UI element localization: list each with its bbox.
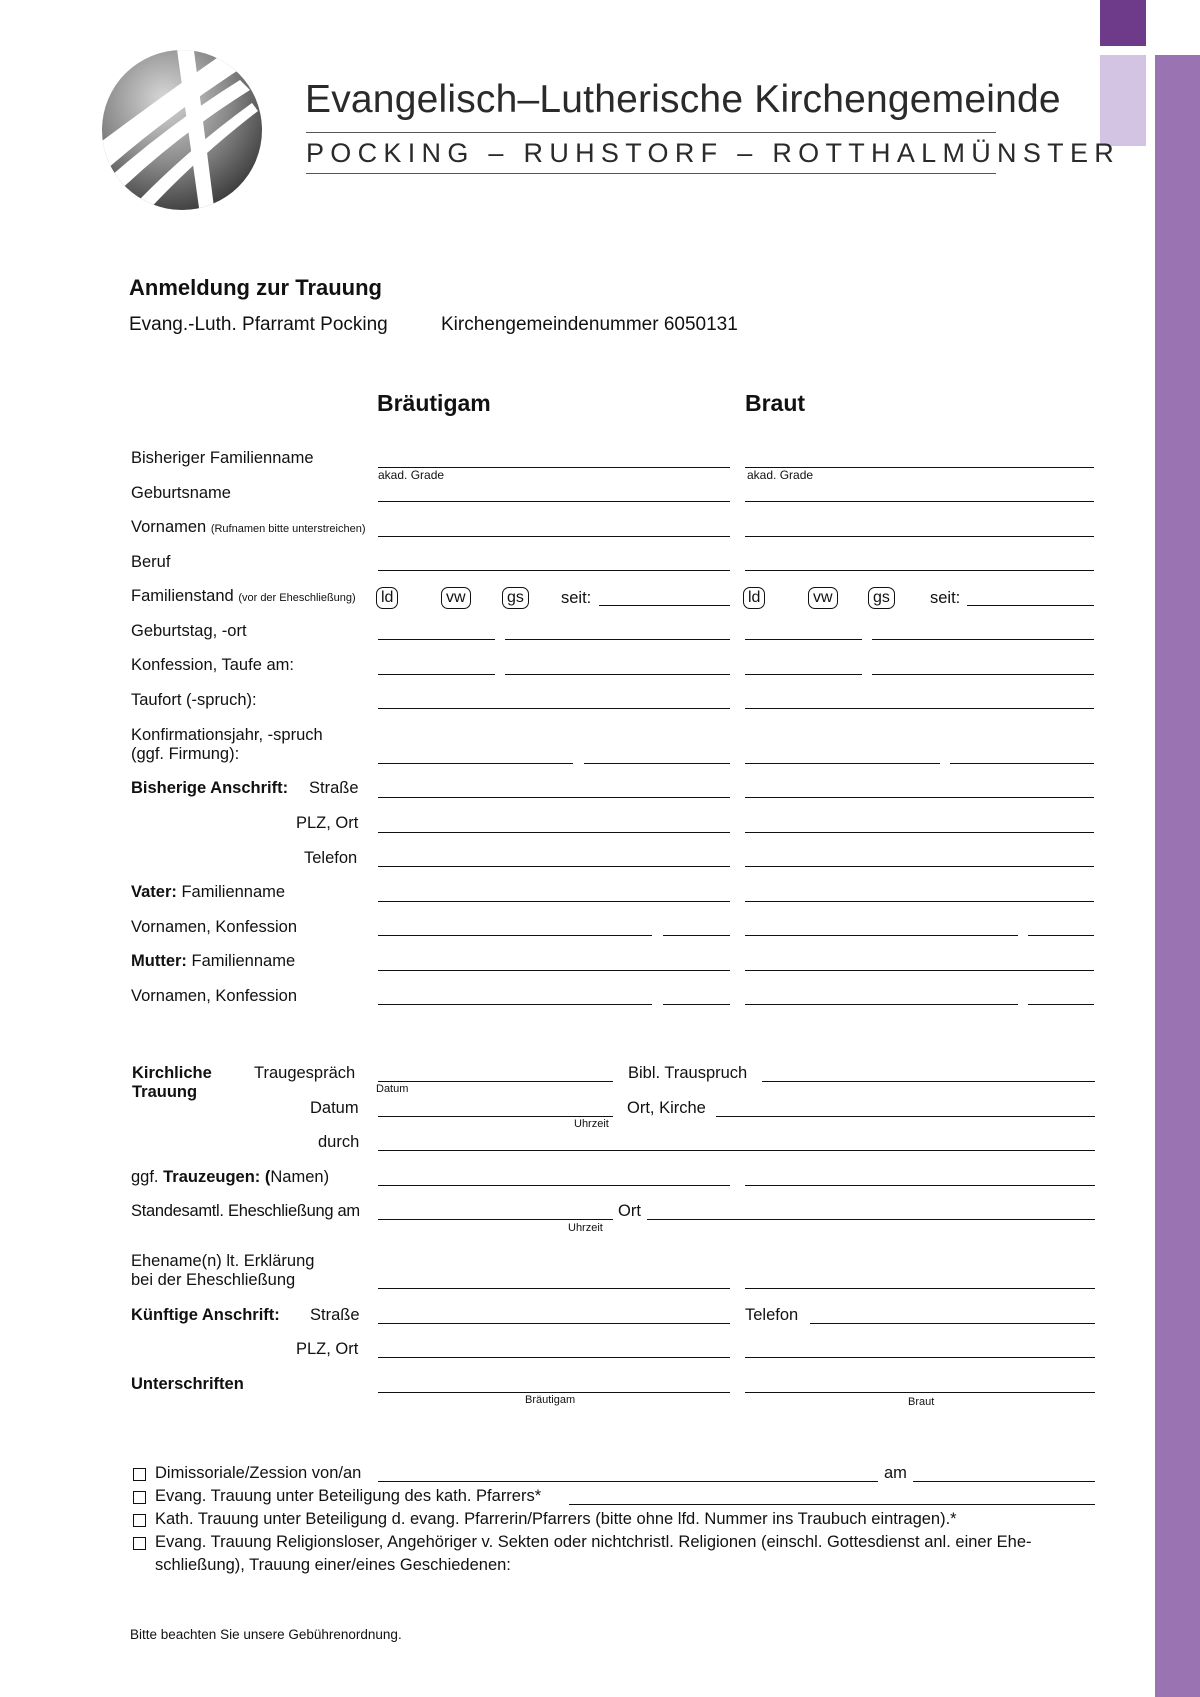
field-wedding-date[interactable] — [378, 1116, 613, 1117]
label-officiant: durch — [318, 1133, 360, 1151]
label-future-street: Straße — [310, 1306, 360, 1324]
label-civil-place: Ort — [618, 1202, 641, 1220]
field-conversation-date[interactable] — [378, 1081, 613, 1082]
label-first-names-text: Vornamen — [131, 518, 207, 536]
field-mother-confession-bride[interactable] — [1028, 1004, 1094, 1005]
checkbox-other-religion[interactable] — [133, 1537, 146, 1550]
field-civil-marriage-date[interactable] — [378, 1219, 613, 1220]
field-street-groom[interactable] — [378, 797, 730, 798]
label-other-religion-cont: schließung), Trauung einer/eines Geschiedenen: — [155, 1556, 511, 1574]
label-witnesses-suffix: Namen) — [270, 1168, 330, 1186]
field-mother-first-names-groom[interactable] — [378, 1004, 652, 1005]
label-marital-status — [131, 587, 356, 606]
field-zip-city-bride[interactable] — [745, 832, 1094, 833]
label-mother-name: Familienname — [191, 952, 296, 970]
label-time-small: Uhrzeit — [574, 1118, 609, 1130]
field-mother-surname-groom[interactable] — [378, 970, 730, 971]
status-gs-groom[interactable]: gs — [502, 587, 529, 609]
field-catholic-priest[interactable] — [569, 1504, 1095, 1505]
label-future-address: Künftige Anschrift: — [131, 1306, 280, 1324]
label-confirmation-1: Konfirmationsjahr, -spruch — [131, 726, 323, 744]
checkbox-catholic-wedding[interactable] — [133, 1514, 146, 1527]
label-dimissoriale-date: am — [884, 1464, 907, 1482]
field-mother-first-names-bride[interactable] — [745, 1004, 1018, 1005]
label-civil-time-small: Uhrzeit — [568, 1222, 603, 1234]
label-first-names-note: (Rufnamen bitte unterstreichen) — [210, 523, 366, 535]
field-father-first-names-bride[interactable] — [745, 935, 1018, 936]
field-birth-name-groom[interactable] — [378, 501, 730, 502]
label-married-name-2: bei der Eheschließung — [131, 1271, 296, 1289]
field-first-names-bride[interactable] — [745, 536, 1094, 537]
field-birthplace-groom[interactable] — [505, 639, 730, 640]
field-baptism-place-groom[interactable] — [378, 708, 730, 709]
label-catholic-wedding: Kath. Trauung unter Beteiligung d. evang. Pfarrerin/Pfarrers (bitte ohne lfd. Nummer ins Traubuch eintragen).* — [155, 1510, 957, 1528]
cross-globe-icon — [100, 45, 270, 215]
field-father-surname-groom[interactable] — [378, 901, 730, 902]
label-father-first-names: Vornamen, Konfession — [131, 918, 298, 936]
label-father — [131, 883, 285, 902]
field-future-street[interactable] — [378, 1323, 730, 1324]
field-previous-surname-groom[interactable] — [378, 467, 730, 468]
field-mother-confession-groom[interactable] — [663, 1004, 730, 1005]
checkbox-dimissoriale[interactable] — [133, 1468, 146, 1481]
field-witness-1[interactable] — [378, 1185, 730, 1186]
label-catholic-priest: Evang. Trauung unter Beteiligung des kath. Pfarrers* — [155, 1487, 542, 1505]
field-verse[interactable] — [762, 1081, 1095, 1082]
status-vw-bride[interactable]: vw — [808, 587, 838, 609]
field-future-extra[interactable] — [745, 1357, 1095, 1358]
label-first-names — [131, 518, 366, 537]
field-confirmation-year-bride[interactable] — [745, 763, 940, 764]
field-father-surname-bride[interactable] — [745, 901, 1094, 902]
label-confirmation-2: (ggf. Firmung): — [131, 745, 240, 763]
label-since-bride: seit: — [930, 589, 961, 607]
label-street: Straße — [309, 779, 359, 797]
field-baptism-date-groom[interactable] — [505, 674, 730, 675]
brand-title: Evangelisch–Lutherische Kirchengemeinde — [305, 78, 1061, 121]
brand-rule-bottom — [306, 173, 996, 174]
label-baptism-place: Taufort (-spruch): — [131, 691, 257, 709]
label-place-church: Ort, Kirche — [627, 1099, 706, 1117]
label-signature-bride: Braut — [908, 1396, 935, 1408]
accent-square-dark — [1100, 0, 1146, 46]
accent-square-light — [1100, 55, 1146, 146]
label-confession: Konfession, Taufe am: — [131, 656, 294, 674]
field-place-church[interactable] — [716, 1116, 1095, 1117]
office-name: Evang.-Luth. Pfarramt Pocking — [129, 314, 388, 335]
label-witnesses-bold: Trauzeugen: ( — [163, 1168, 271, 1186]
label-signature-groom: Bräutigam — [525, 1394, 576, 1406]
footer-note: Bitte beachten Sie unsere Gebührenordnung. — [130, 1627, 402, 1642]
field-phone-bride[interactable] — [745, 866, 1094, 867]
label-phone: Telefon — [304, 849, 358, 867]
label-verse: Bibl. Trauspruch — [628, 1064, 748, 1082]
label-signatures: Unterschriften — [131, 1375, 244, 1393]
label-previous-address: Bisherige Anschrift: — [131, 779, 289, 797]
field-street-bride[interactable] — [745, 797, 1094, 798]
field-previous-surname-bride[interactable] — [745, 467, 1094, 468]
field-since-bride[interactable] — [967, 605, 1094, 606]
column-bride: Braut — [745, 390, 806, 416]
field-birth-name-bride[interactable] — [745, 501, 1094, 502]
field-baptism-date-bride[interactable] — [872, 674, 1094, 675]
label-birth: Geburtstag, -ort — [131, 622, 247, 640]
field-birthday-groom[interactable] — [378, 639, 495, 640]
field-first-names-groom[interactable] — [378, 536, 730, 537]
status-vw-groom[interactable]: vw — [441, 587, 471, 609]
label-civil-marriage: Standesamtl. Eheschließung am — [131, 1202, 360, 1220]
field-confirmation-verse-bride[interactable] — [950, 763, 1094, 764]
field-signature-bride[interactable] — [745, 1392, 1095, 1393]
brand-rule-top — [306, 132, 996, 133]
label-occupation: Beruf — [131, 553, 171, 571]
field-father-confession-bride[interactable] — [1028, 935, 1094, 936]
form-title: Anmeldung zur Trauung — [129, 275, 382, 300]
field-future-phone[interactable] — [810, 1323, 1095, 1324]
label-wedding-date: Datum — [310, 1099, 359, 1117]
field-confirmation-verse-groom[interactable] — [584, 763, 730, 764]
field-birthplace-bride[interactable] — [872, 639, 1094, 640]
field-officiant[interactable] — [378, 1150, 1095, 1151]
field-confession-groom[interactable] — [378, 674, 495, 675]
label-church-wedding-1: Kirchliche — [132, 1064, 212, 1082]
field-father-first-names-groom[interactable] — [378, 935, 652, 936]
label-academic-degree-groom: akad. Grade — [378, 468, 445, 482]
checkbox-catholic-priest[interactable] — [133, 1491, 146, 1504]
field-married-name-bride[interactable] — [745, 1288, 1095, 1289]
field-dimissoriale[interactable] — [378, 1481, 878, 1482]
field-witness-2[interactable] — [745, 1185, 1095, 1186]
field-confession-bride[interactable] — [745, 674, 862, 675]
status-ld-groom[interactable]: ld — [376, 587, 398, 609]
label-church-wedding-2: Trauung — [132, 1083, 198, 1101]
label-father-name: Familienname — [181, 883, 286, 901]
field-future-zip-city[interactable] — [378, 1357, 730, 1358]
label-zip-city: PLZ, Ort — [296, 814, 359, 832]
label-marital-status-text: Familienstand — [131, 587, 234, 605]
field-occupation-groom[interactable] — [378, 570, 730, 571]
label-married-name-1: Ehename(n) lt. Erklärung — [131, 1252, 315, 1270]
field-civil-place[interactable] — [647, 1219, 1095, 1220]
label-mother-first-names: Vornamen, Konfession — [131, 987, 298, 1005]
label-conversation: Traugespräch — [254, 1064, 356, 1082]
label-marital-status-note: (vor der Eheschließung) — [238, 592, 356, 604]
label-father-prefix: Vater: — [131, 883, 177, 901]
column-groom: Bräutigam — [377, 390, 491, 416]
accent-bar — [1155, 55, 1200, 1697]
label-academic-degree-bride: akad. Grade — [747, 468, 814, 482]
parish-number: Kirchengemeindenummer 6050131 — [441, 314, 738, 335]
field-zip-city-groom[interactable] — [378, 832, 730, 833]
field-father-confession-groom[interactable] — [663, 935, 730, 936]
status-ld-bride[interactable]: ld — [743, 587, 765, 609]
field-since-groom[interactable] — [599, 605, 730, 606]
label-mother — [131, 952, 295, 971]
brand-subtitle: POCKING – RUHSTORF – ROTTHALMÜNSTER — [306, 138, 1121, 168]
label-future-phone: Telefon — [745, 1306, 799, 1324]
field-baptism-place-bride[interactable] — [745, 708, 1094, 709]
field-birthday-bride[interactable] — [745, 639, 862, 640]
field-phone-groom[interactable] — [378, 866, 730, 867]
field-occupation-bride[interactable] — [745, 570, 1094, 571]
label-witnesses-prefix: ggf. — [131, 1168, 159, 1186]
label-mother-prefix: Mutter: — [131, 952, 187, 970]
field-dimissoriale-date[interactable] — [913, 1481, 1095, 1482]
label-witnesses — [131, 1168, 329, 1187]
label-previous-surname: Bisheriger Familienname — [131, 449, 314, 467]
label-dimissoriale: Dimissoriale/Zession von/an — [155, 1464, 362, 1482]
label-since-groom: seit: — [561, 589, 592, 607]
label-other-religion: Evang. Trauung Religionsloser, Angehöriger v. Sekten oder nichtchristl. Religionen (einschl. Gottesdienst anl. einer Ehe- — [155, 1533, 1032, 1551]
status-gs-bride[interactable]: gs — [868, 587, 895, 609]
field-mother-surname-bride[interactable] — [745, 970, 1094, 971]
field-married-name-groom[interactable] — [378, 1288, 730, 1289]
field-signature-groom[interactable] — [378, 1392, 730, 1393]
label-birth-name: Geburtsname — [131, 484, 231, 502]
label-date-small: Datum — [376, 1083, 409, 1095]
field-confirmation-year-groom[interactable] — [378, 763, 573, 764]
label-future-zip-city: PLZ, Ort — [296, 1340, 359, 1358]
